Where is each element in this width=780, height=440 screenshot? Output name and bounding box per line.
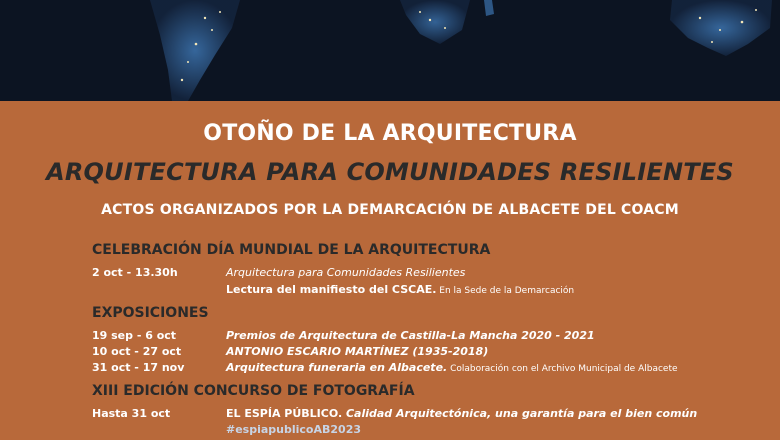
exhibition-note: Colaboración con el Archivo Municipal de Albacete — [447, 364, 678, 374]
event-date: 2 oct - 13.30h — [92, 266, 178, 279]
contest-deadline: Hasta 31 oct — [92, 407, 171, 420]
section-heading-concurso: XIII EDICIÓN CONCURSO DE FOTOGRAFÍA — [92, 383, 415, 399]
section-heading-dia-mundial: CELEBRACIÓN DÍA MUNDIAL DE LA ARQUITECTURA — [92, 242, 491, 258]
contest-title-tagline: Calidad Arquitectónica, una garantía para el bien común — [342, 407, 698, 420]
exhibition-title: Premios de Arquitectura de Castilla-La Mancha 2020 - 2021 — [226, 329, 595, 342]
exhibition-title-with-note — [226, 361, 678, 374]
contest-title-main: EL ESPÍA PÚBLICO. — [226, 407, 343, 420]
exhibition-title: Arquitectura funeraria en Albacete. — [226, 361, 448, 374]
contest-title — [226, 407, 697, 420]
subtitle: ARQUITECTURA PARA COMUNIDADES RESILIENTES — [46, 158, 734, 186]
program-content — [0, 101, 780, 440]
world-map-image — [0, 0, 780, 101]
event-detail-main: Lectura del manifiesto del CSCAE. — [226, 283, 437, 296]
exhibition-title: ANTONIO ESCARIO MARTÍNEZ (1935-2018) — [226, 345, 489, 358]
contest-hashtag[interactable]: #espiapublicoAB2023 — [226, 423, 362, 436]
event-detail — [226, 283, 574, 296]
exhibition-date: 19 sep - 6 oct — [92, 329, 177, 342]
exhibition-date: 10 oct - 27 oct — [92, 345, 182, 358]
exhibition-date: 31 oct - 17 nov — [92, 361, 185, 374]
organizer-line: ACTOS ORGANIZADOS POR LA DEMARCACIÓN DE ALBACETE DEL COACM — [101, 202, 679, 218]
main-title: OTOÑO DE LA ARQUITECTURA — [203, 121, 577, 146]
earth-at-night-banner — [0, 0, 780, 101]
event-detail-note: En la Sede de la Demarcación — [436, 286, 575, 296]
section-heading-exposiciones: EXPOSICIONES — [92, 305, 209, 321]
event-title: Arquitectura para Comunidades Resilientes — [226, 266, 466, 279]
